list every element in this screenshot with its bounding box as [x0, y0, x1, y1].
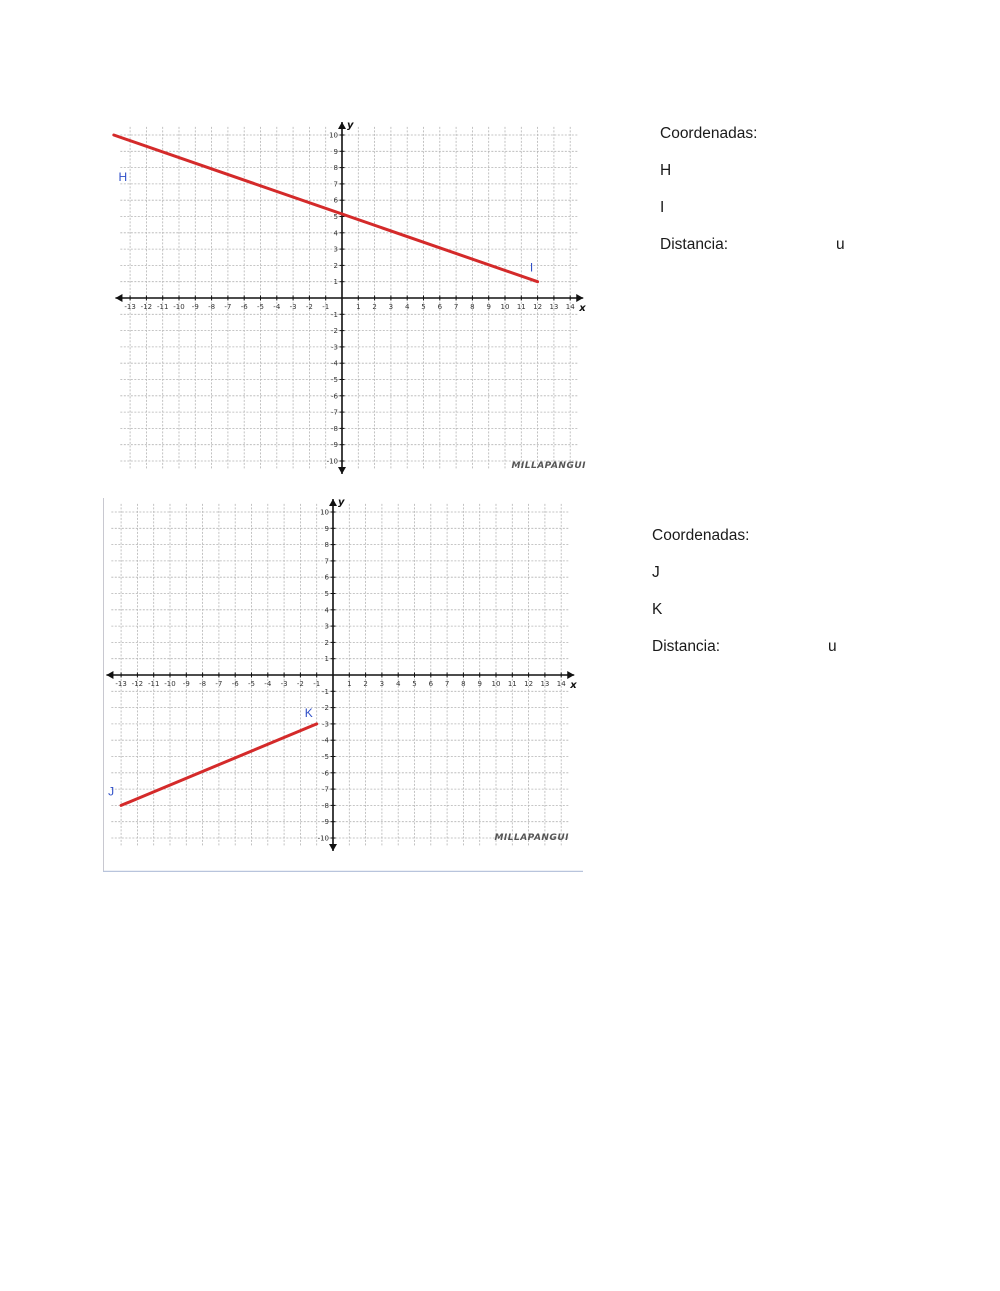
point-label-k: K — [304, 705, 313, 720]
y-tick-label: -6 — [331, 392, 338, 401]
x-tick-label: 11 — [507, 680, 517, 688]
x-tick-label: -13 — [124, 303, 136, 311]
x-tick-label: 8 — [470, 303, 475, 311]
coordinates-heading: Coordenadas: — [652, 527, 750, 544]
x-tick-label: -11 — [147, 680, 160, 688]
y-axis-arrow-up — [329, 499, 337, 506]
x-tick-label: -1 — [313, 680, 321, 688]
y-tick-label: 5 — [333, 213, 338, 221]
y-axis-label: y — [338, 498, 345, 508]
y-tick-label: -5 — [322, 753, 329, 761]
x-tick-label: 14 — [565, 303, 575, 311]
y-tick-label: 1 — [324, 655, 329, 664]
y-axis-arrow-down — [329, 844, 337, 851]
x-tick-label: -3 — [280, 680, 288, 688]
y-tick-label: 5 — [324, 590, 329, 598]
y-tick-label: 7 — [324, 557, 329, 566]
y-tick-label: -7 — [331, 408, 338, 417]
x-tick-label: -8 — [199, 680, 207, 688]
x-tick-label: -1 — [322, 303, 330, 311]
y-tick-label: -8 — [331, 424, 338, 433]
distance-unit: u — [828, 638, 837, 655]
y-tick-label: -6 — [322, 769, 329, 778]
answer-panel-h-i — [660, 125, 960, 265]
x-tick-label: -10 — [173, 303, 185, 311]
point-k-label: K — [652, 601, 663, 618]
x-tick-label: -13 — [115, 680, 127, 688]
y-tick-label: 7 — [333, 180, 338, 189]
x-axis-label: x — [570, 680, 577, 691]
x-tick-label: 13 — [549, 303, 559, 311]
watermark-logo: MILLAPANGUI — [511, 461, 586, 471]
y-tick-label: 3 — [333, 245, 338, 254]
x-tick-label: 9 — [477, 680, 482, 688]
coordinates-heading: Coordenadas: — [660, 125, 758, 142]
y-tick-label: 3 — [324, 622, 329, 631]
x-tick-label: -9 — [191, 303, 199, 311]
y-tick-label: -10 — [317, 834, 329, 843]
x-tick-label: 3 — [388, 303, 394, 311]
x-tick-label: -8 — [208, 303, 216, 311]
x-tick-label: 1 — [356, 303, 361, 311]
x-tick-label: -3 — [289, 303, 297, 311]
y-tick-label: -7 — [322, 785, 329, 794]
x-tick-label: 12 — [524, 680, 534, 688]
x-tick-label: 2 — [372, 303, 377, 311]
y-tick-label: -8 — [322, 801, 329, 810]
y-tick-label: 6 — [324, 573, 329, 582]
point-label-h: H — [118, 170, 128, 184]
x-tick-label: 4 — [395, 680, 401, 688]
x-tick-label: 14 — [556, 680, 566, 688]
y-tick-label: -2 — [322, 704, 329, 713]
x-tick-label: 9 — [486, 303, 491, 311]
x-tick-label: -4 — [273, 303, 281, 311]
y-tick-label: -2 — [331, 327, 338, 336]
distance-label: Distancia: — [652, 638, 721, 655]
x-tick-label: 13 — [540, 680, 550, 688]
x-tick-label: -10 — [164, 680, 176, 688]
x-tick-label: 10 — [500, 303, 510, 311]
y-tick-label: -10 — [326, 457, 338, 466]
coordinate-graph-h-i — [110, 118, 590, 478]
x-tick-label: -6 — [240, 303, 248, 311]
segment-h-i — [114, 135, 538, 282]
x-tick-label: 4 — [404, 303, 410, 311]
y-tick-label: -4 — [331, 359, 338, 368]
x-tick-label: -2 — [305, 303, 313, 311]
x-tick-label: -9 — [182, 680, 190, 688]
x-axis-label: x — [579, 303, 586, 314]
x-tick-label: 5 — [421, 303, 426, 311]
coordinate-graph-j-k — [103, 498, 583, 872]
y-tick-label: -3 — [322, 720, 329, 729]
x-tick-label: 6 — [437, 303, 443, 311]
y-tick-label: 2 — [333, 261, 338, 270]
y-tick-label: -1 — [331, 310, 338, 319]
x-tick-label: -5 — [257, 303, 264, 311]
distance-unit: u — [836, 236, 845, 253]
y-tick-label: -9 — [331, 441, 338, 450]
x-tick-label: -4 — [264, 680, 272, 688]
x-tick-label: -11 — [156, 303, 169, 311]
point-j-label: J — [652, 564, 660, 581]
watermark-logo: MILLAPANGUI — [494, 833, 569, 843]
y-tick-label: 4 — [324, 606, 329, 615]
y-axis-label: y — [347, 119, 354, 131]
x-tick-label: 12 — [533, 303, 543, 311]
point-i-label: I — [660, 199, 665, 216]
x-tick-label: 2 — [363, 680, 368, 688]
y-axis-arrow-down — [338, 467, 346, 474]
y-tick-label: -1 — [322, 687, 329, 696]
x-tick-label: -12 — [131, 680, 144, 688]
y-tick-label: 8 — [324, 541, 329, 550]
y-tick-label: 8 — [333, 164, 338, 173]
y-tick-label: 4 — [333, 229, 338, 238]
x-tick-label: 3 — [379, 680, 385, 688]
y-tick-label: 9 — [333, 147, 338, 156]
x-axis-arrow-right — [576, 294, 583, 302]
y-tick-label: -9 — [322, 818, 329, 827]
point-label-i: I — [529, 260, 534, 275]
x-tick-label: 6 — [428, 680, 434, 688]
answer-panel-j-k — [652, 527, 952, 667]
x-tick-label: -7 — [215, 680, 223, 688]
x-tick-label: 1 — [347, 680, 352, 688]
y-tick-label: 2 — [324, 638, 329, 647]
distance-label: Distancia: — [660, 236, 729, 253]
x-axis-arrow-left — [115, 294, 122, 302]
x-tick-label: 10 — [491, 680, 501, 688]
x-tick-label: -12 — [140, 303, 153, 311]
y-axis-arrow-up — [338, 122, 346, 129]
x-tick-label: 5 — [412, 680, 417, 688]
x-tick-label: 11 — [516, 303, 526, 311]
y-tick-label: 6 — [333, 196, 338, 205]
x-tick-label: -2 — [296, 680, 304, 688]
y-tick-label: 10 — [329, 131, 338, 140]
y-tick-label: 9 — [324, 524, 329, 533]
y-tick-label: 1 — [333, 278, 338, 287]
x-axis-arrow-right — [567, 671, 574, 679]
x-tick-label: 7 — [453, 303, 459, 311]
x-axis-arrow-left — [106, 671, 113, 679]
y-tick-label: -5 — [331, 376, 338, 384]
x-tick-label: 7 — [444, 680, 450, 688]
y-tick-label: -3 — [331, 343, 338, 352]
point-label-j: J — [108, 784, 115, 799]
x-tick-label: 8 — [461, 680, 466, 688]
y-tick-label: -4 — [322, 736, 329, 745]
x-tick-label: -6 — [231, 680, 239, 688]
point-h-label: H — [660, 162, 672, 179]
x-tick-label: -5 — [248, 680, 255, 688]
y-tick-label: 10 — [320, 508, 329, 517]
x-tick-label: -7 — [224, 303, 232, 311]
